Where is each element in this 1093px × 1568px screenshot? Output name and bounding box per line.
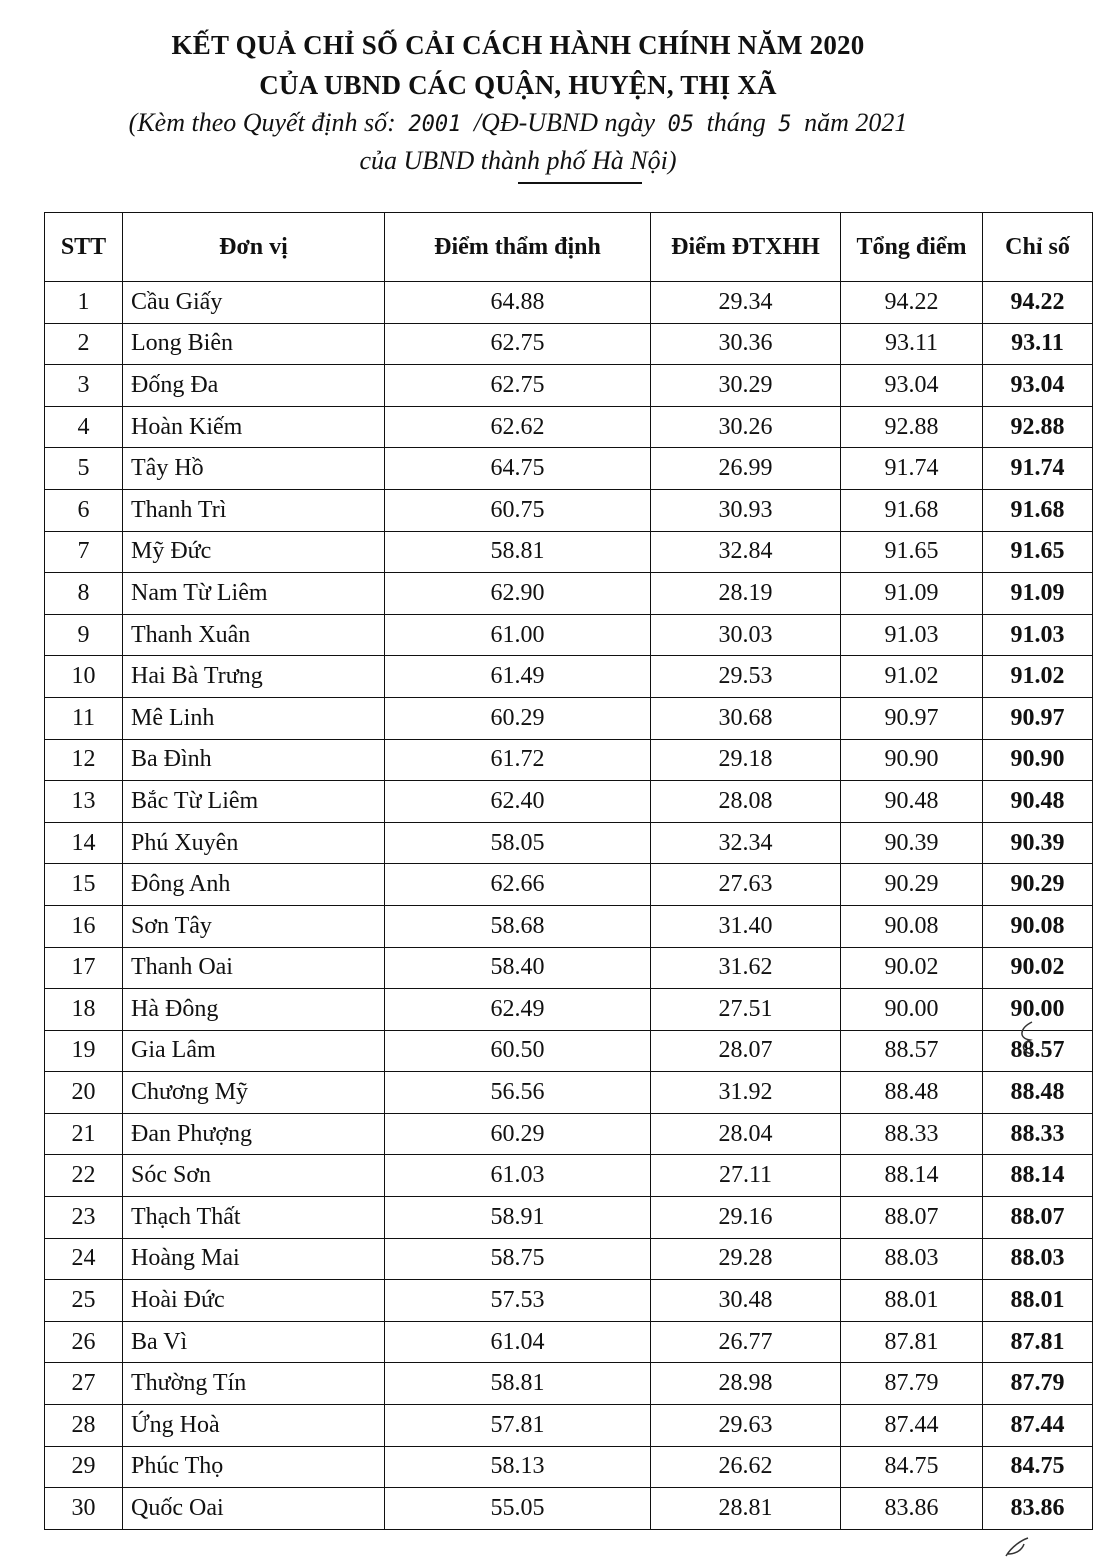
cell-stt: 5 xyxy=(45,448,123,490)
cell-unit: Sóc Sơn xyxy=(123,1155,385,1197)
table-row xyxy=(45,406,1093,448)
cell-stt: 13 xyxy=(45,781,123,823)
cell-appraisal-score: 64.88 xyxy=(385,282,651,324)
title-underline xyxy=(518,182,642,184)
cell-index: 88.03 xyxy=(983,1238,1093,1280)
cell-appraisal-score: 58.81 xyxy=(385,1363,651,1405)
cell-total-score: 88.48 xyxy=(841,1072,983,1114)
cell-unit: Long Biên xyxy=(123,323,385,365)
cell-index: 88.01 xyxy=(983,1280,1093,1322)
decision-reference xyxy=(0,108,1036,138)
cell-index: 91.03 xyxy=(983,614,1093,656)
cell-stt: 26 xyxy=(45,1321,123,1363)
cell-total-score: 93.04 xyxy=(841,365,983,407)
cell-unit: Thanh Trì xyxy=(123,489,385,531)
cell-unit: Ba Đình xyxy=(123,739,385,781)
table-row xyxy=(45,739,1093,781)
cell-total-score: 84.75 xyxy=(841,1446,983,1488)
cell-index: 92.88 xyxy=(983,406,1093,448)
table-row xyxy=(45,1280,1093,1322)
header-unit: Đơn vị xyxy=(123,213,385,282)
cell-total-score: 93.11 xyxy=(841,323,983,365)
table-row xyxy=(45,1446,1093,1488)
table-row xyxy=(45,573,1093,615)
table-row xyxy=(45,1321,1093,1363)
table-row xyxy=(45,822,1093,864)
cell-index: 88.48 xyxy=(983,1072,1093,1114)
cell-total-score: 88.01 xyxy=(841,1280,983,1322)
cell-unit: Thường Tín xyxy=(123,1363,385,1405)
cell-appraisal-score: 55.05 xyxy=(385,1488,651,1530)
cell-stt: 3 xyxy=(45,365,123,407)
cell-survey-score: 27.63 xyxy=(651,864,841,906)
cell-stt: 15 xyxy=(45,864,123,906)
cell-survey-score: 28.98 xyxy=(651,1363,841,1405)
table-row xyxy=(45,697,1093,739)
table-row xyxy=(45,1405,1093,1447)
table-row xyxy=(45,1030,1093,1072)
decision-day: 05 xyxy=(667,112,695,137)
cell-survey-score: 30.29 xyxy=(651,365,841,407)
cell-unit: Hoàn Kiếm xyxy=(123,406,385,448)
cell-total-score: 90.29 xyxy=(841,864,983,906)
cell-unit: Gia Lâm xyxy=(123,1030,385,1072)
cell-stt: 10 xyxy=(45,656,123,698)
table-row xyxy=(45,323,1093,365)
table-row xyxy=(45,282,1093,324)
cell-unit: Phúc Thọ xyxy=(123,1446,385,1488)
cell-unit: Chương Mỹ xyxy=(123,1072,385,1114)
cell-appraisal-score: 58.75 xyxy=(385,1238,651,1280)
table-row xyxy=(45,531,1093,573)
cell-index: 88.33 xyxy=(983,1113,1093,1155)
cell-index: 90.08 xyxy=(983,905,1093,947)
cell-unit: Đống Đa xyxy=(123,365,385,407)
cell-unit: Hoàng Mai xyxy=(123,1238,385,1280)
cell-appraisal-score: 58.05 xyxy=(385,822,651,864)
cell-index: 90.90 xyxy=(983,739,1093,781)
issuing-authority: của UBND thành phố Hà Nội) xyxy=(359,146,677,175)
cell-total-score: 94.22 xyxy=(841,282,983,324)
cell-index: 91.74 xyxy=(983,448,1093,490)
cell-survey-score: 29.16 xyxy=(651,1197,841,1239)
cell-stt: 17 xyxy=(45,947,123,989)
cell-survey-score: 31.92 xyxy=(651,1072,841,1114)
cell-total-score: 90.00 xyxy=(841,989,983,1031)
cell-appraisal-score: 62.75 xyxy=(385,365,651,407)
cell-total-score: 88.33 xyxy=(841,1113,983,1155)
cell-unit: Bắc Từ Liêm xyxy=(123,781,385,823)
cell-index: 93.11 xyxy=(983,323,1093,365)
cell-stt: 30 xyxy=(45,1488,123,1530)
cell-unit: Hai Bà Trưng xyxy=(123,656,385,698)
cell-unit: Quốc Oai xyxy=(123,1488,385,1530)
cell-appraisal-score: 57.53 xyxy=(385,1280,651,1322)
results-table xyxy=(44,212,1093,1530)
cell-stt: 14 xyxy=(45,822,123,864)
cell-survey-score: 30.26 xyxy=(651,406,841,448)
cell-index: 91.09 xyxy=(983,573,1093,615)
cell-appraisal-score: 60.75 xyxy=(385,489,651,531)
cell-survey-score: 31.40 xyxy=(651,905,841,947)
cell-index: 93.04 xyxy=(983,365,1093,407)
cell-total-score: 91.65 xyxy=(841,531,983,573)
cell-survey-score: 26.62 xyxy=(651,1446,841,1488)
cell-stt: 18 xyxy=(45,989,123,1031)
cell-total-score: 87.81 xyxy=(841,1321,983,1363)
cell-index: 90.97 xyxy=(983,697,1093,739)
cell-appraisal-score: 62.66 xyxy=(385,864,651,906)
table-row xyxy=(45,365,1093,407)
cell-survey-score: 30.36 xyxy=(651,323,841,365)
cell-survey-score: 27.11 xyxy=(651,1155,841,1197)
cell-unit: Phú Xuyên xyxy=(123,822,385,864)
cell-appraisal-score: 62.40 xyxy=(385,781,651,823)
cell-survey-score: 26.99 xyxy=(651,448,841,490)
cell-stt: 11 xyxy=(45,697,123,739)
cell-stt: 19 xyxy=(45,1030,123,1072)
cell-total-score: 90.48 xyxy=(841,781,983,823)
cell-appraisal-score: 62.90 xyxy=(385,573,651,615)
cell-survey-score: 28.04 xyxy=(651,1113,841,1155)
cell-unit: Mỹ Đức xyxy=(123,531,385,573)
table-row xyxy=(45,1155,1093,1197)
table-row xyxy=(45,1197,1093,1239)
cell-index: 87.81 xyxy=(983,1321,1093,1363)
cell-total-score: 90.02 xyxy=(841,947,983,989)
cell-survey-score: 30.03 xyxy=(651,614,841,656)
cell-appraisal-score: 60.29 xyxy=(385,1113,651,1155)
document-title: KẾT QUẢ CHỈ SỐ CẢI CÁCH HÀNH CHÍNH NĂM 2020 xyxy=(171,30,865,60)
cell-appraisal-score: 62.62 xyxy=(385,406,651,448)
table-row xyxy=(45,781,1093,823)
cell-stt: 6 xyxy=(45,489,123,531)
cell-total-score: 91.09 xyxy=(841,573,983,615)
table-row xyxy=(45,1072,1093,1114)
table-row xyxy=(45,489,1093,531)
cell-index: 90.02 xyxy=(983,947,1093,989)
cell-stt: 20 xyxy=(45,1072,123,1114)
cell-index: 88.57 xyxy=(983,1030,1093,1072)
cell-stt: 7 xyxy=(45,531,123,573)
cell-unit: Tây Hồ xyxy=(123,448,385,490)
cell-index: 91.68 xyxy=(983,489,1093,531)
cell-survey-score: 28.08 xyxy=(651,781,841,823)
cell-unit: Ứng Hoà xyxy=(123,1405,385,1447)
cell-survey-score: 29.63 xyxy=(651,1405,841,1447)
cell-survey-score: 29.34 xyxy=(651,282,841,324)
cell-total-score: 90.39 xyxy=(841,822,983,864)
cell-appraisal-score: 56.56 xyxy=(385,1072,651,1114)
cell-index: 84.75 xyxy=(983,1446,1093,1488)
cell-total-score: 88.14 xyxy=(841,1155,983,1197)
table-row xyxy=(45,448,1093,490)
table-row xyxy=(45,947,1093,989)
table-row xyxy=(45,989,1093,1031)
cell-stt: 9 xyxy=(45,614,123,656)
table-row xyxy=(45,656,1093,698)
cell-stt: 2 xyxy=(45,323,123,365)
cell-total-score: 87.44 xyxy=(841,1405,983,1447)
cell-appraisal-score: 58.68 xyxy=(385,905,651,947)
cell-index: 88.07 xyxy=(983,1197,1093,1239)
cell-unit: Đan Phượng xyxy=(123,1113,385,1155)
cell-stt: 8 xyxy=(45,573,123,615)
cell-total-score: 90.08 xyxy=(841,905,983,947)
signature-mark xyxy=(1016,1018,1034,1058)
cell-survey-score: 30.93 xyxy=(651,489,841,531)
table-header-row xyxy=(45,213,1093,282)
initial-mark xyxy=(1002,1532,1032,1562)
cell-unit: Thạch Thất xyxy=(123,1197,385,1239)
cell-index: 87.44 xyxy=(983,1405,1093,1447)
cell-stt: 25 xyxy=(45,1280,123,1322)
cell-stt: 27 xyxy=(45,1363,123,1405)
cell-appraisal-score: 60.50 xyxy=(385,1030,651,1072)
cell-appraisal-score: 62.49 xyxy=(385,989,651,1031)
cell-total-score: 87.79 xyxy=(841,1363,983,1405)
decision-number: 2001 xyxy=(408,112,462,137)
cell-survey-score: 31.62 xyxy=(651,947,841,989)
table-row xyxy=(45,1488,1093,1530)
cell-stt: 21 xyxy=(45,1113,123,1155)
cell-survey-score: 32.34 xyxy=(651,822,841,864)
cell-survey-score: 30.68 xyxy=(651,697,841,739)
decision-year: năm 2021 xyxy=(804,108,908,137)
cell-total-score: 83.86 xyxy=(841,1488,983,1530)
cell-appraisal-score: 61.03 xyxy=(385,1155,651,1197)
decision-mid: /QĐ-UBND ngày xyxy=(473,108,656,137)
cell-survey-score: 28.07 xyxy=(651,1030,841,1072)
cell-survey-score: 28.81 xyxy=(651,1488,841,1530)
cell-total-score: 91.68 xyxy=(841,489,983,531)
cell-total-score: 92.88 xyxy=(841,406,983,448)
cell-survey-score: 29.18 xyxy=(651,739,841,781)
cell-appraisal-score: 58.40 xyxy=(385,947,651,989)
cell-index: 90.29 xyxy=(983,864,1093,906)
cell-stt: 23 xyxy=(45,1197,123,1239)
cell-survey-score: 27.51 xyxy=(651,989,841,1031)
table-row xyxy=(45,1363,1093,1405)
cell-total-score: 88.57 xyxy=(841,1030,983,1072)
table-row xyxy=(45,1238,1093,1280)
table-row xyxy=(45,1113,1093,1155)
cell-total-score: 88.03 xyxy=(841,1238,983,1280)
cell-survey-score: 32.84 xyxy=(651,531,841,573)
cell-appraisal-score: 60.29 xyxy=(385,697,651,739)
cell-unit: Thanh Oai xyxy=(123,947,385,989)
cell-index: 91.65 xyxy=(983,531,1093,573)
cell-unit: Thanh Xuân xyxy=(123,614,385,656)
cell-index: 90.48 xyxy=(983,781,1093,823)
cell-index: 90.39 xyxy=(983,822,1093,864)
cell-appraisal-score: 61.00 xyxy=(385,614,651,656)
cell-total-score: 90.90 xyxy=(841,739,983,781)
cell-index: 83.86 xyxy=(983,1488,1093,1530)
cell-stt: 1 xyxy=(45,282,123,324)
cell-survey-score: 29.53 xyxy=(651,656,841,698)
cell-stt: 29 xyxy=(45,1446,123,1488)
cell-total-score: 90.97 xyxy=(841,697,983,739)
cell-unit: Đông Anh xyxy=(123,864,385,906)
header-index: Chỉ số xyxy=(983,213,1093,282)
cell-unit: Mê Linh xyxy=(123,697,385,739)
cell-appraisal-score: 58.13 xyxy=(385,1446,651,1488)
cell-unit: Hoài Đức xyxy=(123,1280,385,1322)
cell-survey-score: 28.19 xyxy=(651,573,841,615)
cell-stt: 24 xyxy=(45,1238,123,1280)
cell-index: 94.22 xyxy=(983,282,1093,324)
cell-unit: Cầu Giấy xyxy=(123,282,385,324)
cell-survey-score: 26.77 xyxy=(651,1321,841,1363)
cell-total-score: 91.02 xyxy=(841,656,983,698)
document-subtitle: CỦA UBND CÁC QUẬN, HUYỆN, THỊ XÃ xyxy=(259,70,777,100)
cell-appraisal-score: 61.04 xyxy=(385,1321,651,1363)
cell-unit: Hà Đông xyxy=(123,989,385,1031)
cell-appraisal-score: 58.91 xyxy=(385,1197,651,1239)
cell-total-score: 88.07 xyxy=(841,1197,983,1239)
cell-unit: Ba Vì xyxy=(123,1321,385,1363)
cell-appraisal-score: 62.75 xyxy=(385,323,651,365)
cell-unit: Sơn Tây xyxy=(123,905,385,947)
cell-unit: Nam Từ Liêm xyxy=(123,573,385,615)
cell-index: 90.00 xyxy=(983,989,1093,1031)
cell-appraisal-score: 61.72 xyxy=(385,739,651,781)
header-stt: STT xyxy=(45,213,123,282)
cell-appraisal-score: 58.81 xyxy=(385,531,651,573)
cell-stt: 12 xyxy=(45,739,123,781)
cell-stt: 22 xyxy=(45,1155,123,1197)
cell-index: 91.02 xyxy=(983,656,1093,698)
header-total-score: Tổng điểm xyxy=(841,213,983,282)
cell-total-score: 91.74 xyxy=(841,448,983,490)
decision-month: 5 xyxy=(778,112,792,137)
header-appraisal-score: Điểm thẩm định xyxy=(385,213,651,282)
cell-stt: 28 xyxy=(45,1405,123,1447)
cell-appraisal-score: 57.81 xyxy=(385,1405,651,1447)
header-survey-score: Điểm ĐTXHH xyxy=(651,213,841,282)
cell-survey-score: 30.48 xyxy=(651,1280,841,1322)
cell-appraisal-score: 64.75 xyxy=(385,448,651,490)
table-row xyxy=(45,614,1093,656)
cell-stt: 4 xyxy=(45,406,123,448)
table-row xyxy=(45,864,1093,906)
table-row xyxy=(45,905,1093,947)
cell-total-score: 91.03 xyxy=(841,614,983,656)
cell-index: 87.79 xyxy=(983,1363,1093,1405)
decision-prefix: (Kèm theo Quyết định số: xyxy=(128,108,396,137)
cell-index: 88.14 xyxy=(983,1155,1093,1197)
cell-stt: 16 xyxy=(45,905,123,947)
cell-appraisal-score: 61.49 xyxy=(385,656,651,698)
decision-month-label: tháng xyxy=(706,108,766,137)
cell-survey-score: 29.28 xyxy=(651,1238,841,1280)
